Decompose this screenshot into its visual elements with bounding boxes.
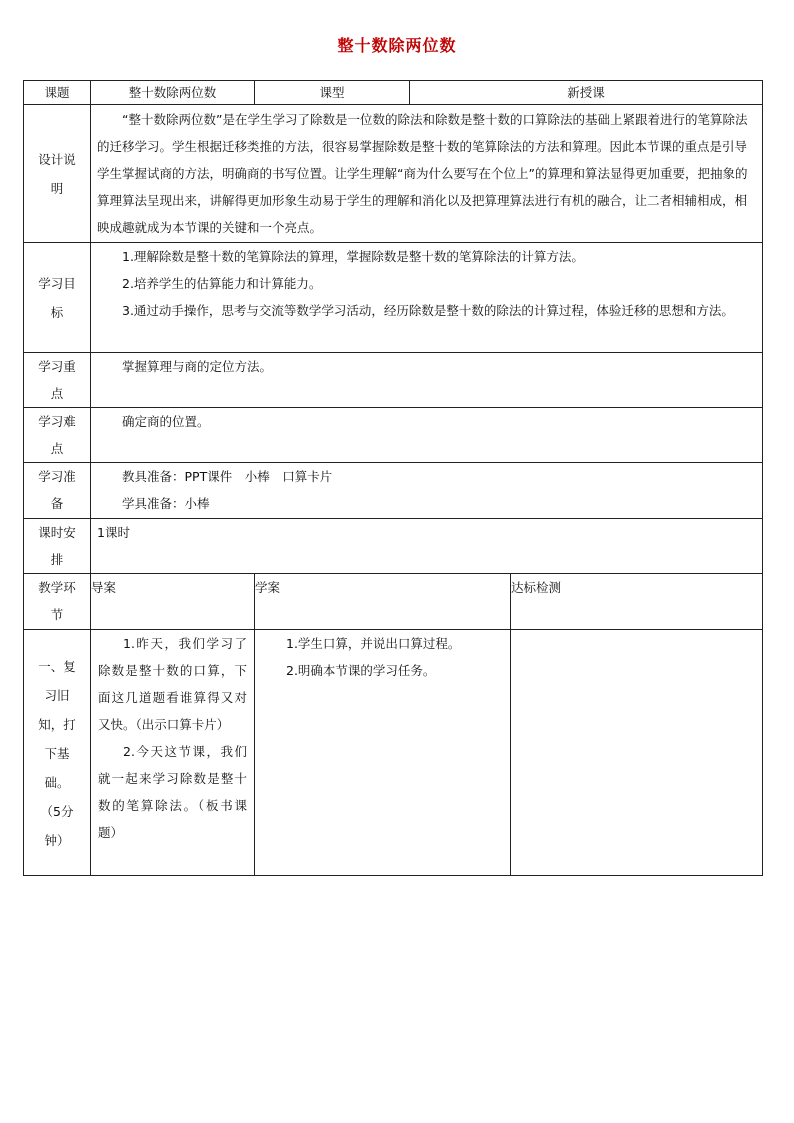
stage-column-header: 教学环 节 xyxy=(24,574,91,630)
schedule-cell xyxy=(91,519,763,574)
column-header-row xyxy=(24,574,763,630)
study-column-header: 学案 xyxy=(255,574,511,630)
schedule-row xyxy=(24,519,763,574)
key-point-label: 学习重 点 xyxy=(24,353,91,408)
key-point-text: 掌握算理与商的定位方法。 xyxy=(122,359,273,374)
document-title: 整十数除两位数 xyxy=(337,36,457,55)
study-item: 2.明确本节课的学习任务。 xyxy=(286,663,436,678)
design-text-cell xyxy=(91,105,763,243)
prep-row xyxy=(24,463,763,519)
stage1-row xyxy=(24,630,763,876)
guide-column-header: 导案 xyxy=(91,574,255,630)
type-value: 新授课 xyxy=(410,81,763,105)
key-point-row xyxy=(24,353,763,408)
goal-item: 2.培养学生的估算能力和计算能力。 xyxy=(122,276,322,291)
goals-row xyxy=(24,243,763,353)
difficulty-label: 学习难 点 xyxy=(24,408,91,463)
goal-item: 1.理解除数是整十数的笔算除法的算理，掌握除数是整十数的笔算除法的计算方法。 xyxy=(122,249,584,264)
goals-label: 学习目 标 xyxy=(24,243,91,353)
prep-cell xyxy=(91,463,763,519)
lesson-plan-table xyxy=(23,80,763,876)
stage1-name: 一、复 习旧 知，打 下基 础。 （5分 钟） xyxy=(24,630,91,876)
design-row xyxy=(24,105,763,243)
goals-list xyxy=(91,243,763,353)
schedule-label: 课时安 排 xyxy=(24,519,91,574)
design-text: “整十数除两位数”是在学生学习了除数是一位数的除法和除数是整十数的口算除法的基础上紧跟着进行的笔算除法的迁移学习。学生根据迁移类推的方法，很容易掌握除数是整十数的笔算除法的方法和算理。因此本节课的重点是引导学生掌握试商的方法，明确商的书写位置。让学生理解“商为什么要写在个位上”的算理和算法显得更加重要，把抽象的算理算法呈现出来，讲解得更加形象生动易于学生的理解和消化以及把算理算法进行有机的融合，让二者相辅相成，相映成趣就成为本节课的关键和一个亮点。 xyxy=(97,112,748,235)
design-label: 设计说 明 xyxy=(24,105,91,243)
guide-item: 1.昨天，我们学习了除数是整十数的口算，下面这几道题看谁算得又对又快。（出示口算卡片） xyxy=(98,636,247,732)
prep-label: 学习准 备 xyxy=(24,463,91,519)
key-point-cell xyxy=(91,353,763,408)
difficulty-row xyxy=(24,408,763,463)
teacher-prep-text: 教具准备：PPT课件 小棒 口算卡片 xyxy=(122,469,333,484)
topic-value: 整十数除两位数 xyxy=(91,81,255,105)
student-prep-text: 学具准备：小棒 xyxy=(122,496,210,511)
stage1-guide xyxy=(91,630,255,876)
goal-item: 3.通过动手操作，思考与交流等数学学习活动，经历除数是整十数的除法的计算过程，体验迁移的思想和方法。 xyxy=(122,303,734,318)
study-item: 1.学生口算，并说出口算过程。 xyxy=(286,636,461,651)
schedule-text: 1课时 xyxy=(97,525,130,540)
type-label: 课型 xyxy=(255,81,410,105)
difficulty-text: 确定商的位置。 xyxy=(122,414,210,429)
stage1-study xyxy=(255,630,511,876)
stage1-check xyxy=(511,630,763,876)
header-row xyxy=(24,81,763,105)
difficulty-cell xyxy=(91,408,763,463)
check-column-header: 达标检测 xyxy=(511,574,763,630)
guide-item: 2.今天这节课，我们就一起来学习除数是整十数的笔算除法。（板书课题） xyxy=(98,744,247,840)
topic-label: 课题 xyxy=(24,81,91,105)
